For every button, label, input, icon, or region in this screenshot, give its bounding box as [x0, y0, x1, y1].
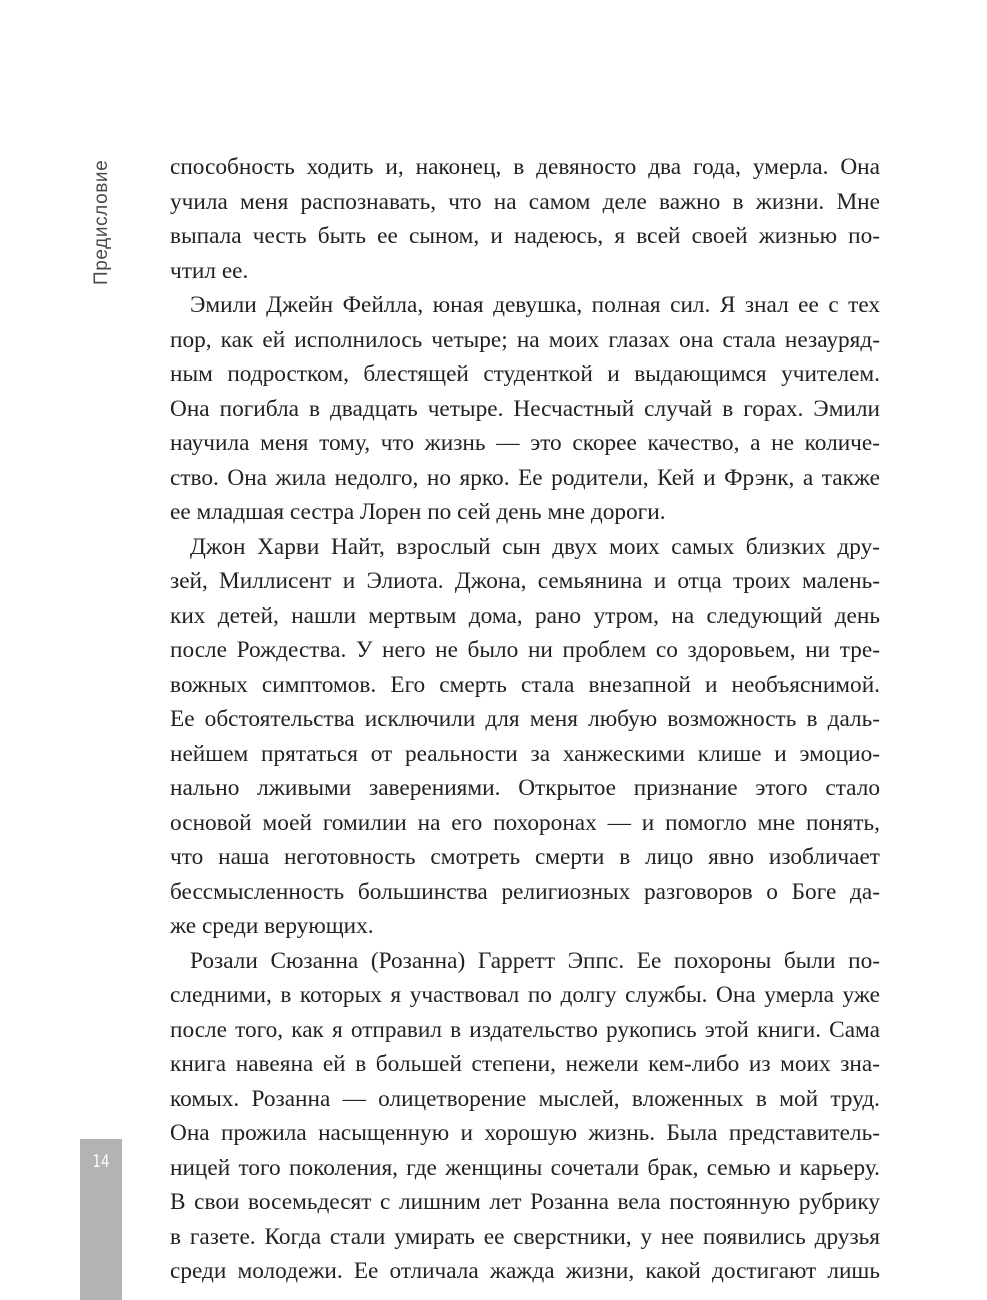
text-line: Она прожила насыщенную и хорошую жизнь. Была представитель-: [170, 1120, 880, 1146]
text-line: ницей того поколения, где женщины сочетали брак, семью и карьеру.: [170, 1154, 880, 1181]
text-line: же среди верующих.: [170, 913, 374, 939]
text-line: следними, в которых я участвовал по долгу службы. Она умерла уже: [170, 982, 880, 1008]
text-line: вожных симптомов. Его смерть стала внезапной и необъяснимой.: [170, 671, 880, 698]
text-line: зей, Миллисент и Элиота. Джона, семьянина и отца троих малень-: [170, 568, 880, 594]
text-line: ным подростком, блестящей студенткой и выдающимся учителем.: [170, 361, 880, 387]
text-line: бессмысленность большинства религиозных разговоров о Боге да-: [170, 878, 880, 905]
text-line: Розали Сюзанна (Розанна) Гарретт Эппс. Ее похороны были по-: [190, 947, 880, 974]
running-head-section-title: Предисловие: [91, 159, 112, 285]
text-line: среди молодежи. Ее отличала жажда жизни, какой достигают лишь: [170, 1258, 880, 1284]
body-text: [170, 150, 880, 1289]
text-line: выпала честь быть ее сыном, и надеюсь, я всей своей жизнью по-: [170, 223, 880, 249]
text-line: что наша неготовность смотреть смерти в лицо явно изобличает: [170, 844, 880, 870]
text-line: научила меня тому, что жизнь — это скорее качество, а не количе-: [170, 430, 880, 456]
text-line: нейшем прятаться от реальности за ханжескими клише и эмоцио-: [170, 740, 880, 767]
text-line: Джон Харви Найт, взрослый сын двух моих самых близких дру-: [190, 533, 880, 560]
text-line: Ее обстоятельства исключили для меня любую возможность в даль-: [170, 706, 880, 732]
text-line: Она погибла в двадцать четыре. Несчастный случай в горах. Эмили: [170, 395, 880, 422]
text-line: пор, как ей исполнилось четыре; на моих глазах она стала незауряд-: [170, 326, 880, 353]
paragraph-4: [170, 944, 880, 1289]
paragraph-1: [170, 150, 880, 288]
text-line: в газете. Когда стали умирать ее сверстники, у нее появились друзья: [170, 1223, 880, 1250]
page-number-tab: [80, 1139, 122, 1300]
text-line: ких детей, нашли мертвым дома, рано утром, на следующий день: [170, 602, 880, 629]
text-line: способность ходить и, наконец, в девяносто два года, умерла. Она: [170, 154, 880, 180]
text-line: чтил ее.: [170, 257, 249, 284]
text-line: после того, как я отправил в издательство рукопись этой книги. Сама: [170, 1016, 880, 1043]
text-line: ство. Она жила недолго, но ярко. Ее родители, Кей и Фрэнк, а также: [170, 464, 880, 491]
text-line: Эмили Джейн Фейлла, юная девушка, полная сил. Я знал ее с тех: [190, 292, 880, 318]
text-line: нально лживыми заверениями. Открытое признание этого стало: [170, 775, 880, 801]
paragraph-2: [170, 288, 880, 530]
text-line: основой моей гомилии на его похоронах — и помогло мне понять,: [170, 809, 880, 836]
page-number: 14: [92, 1152, 110, 1172]
text-line: после Рождества. У него не было ни проблем со здоровьем, ни тре-: [170, 637, 880, 663]
text-line: учила меня распознавать, что на самом деле важно в жизни. Мне: [170, 188, 880, 215]
text-line: комых. Розанна — олицетворение мыслей, вложенных в мой труд.: [170, 1085, 880, 1112]
text-line: книга навеяна ей в большей степени, нежели кем-либо из моих зна-: [170, 1051, 880, 1077]
paragraph-3: [170, 530, 880, 944]
text-line: ее младшая сестра Лорен по сей день мне дороги.: [170, 499, 666, 525]
text-line: В свои восемьдесят с лишним лет Розанна вела постоянную рубрику: [170, 1189, 880, 1215]
